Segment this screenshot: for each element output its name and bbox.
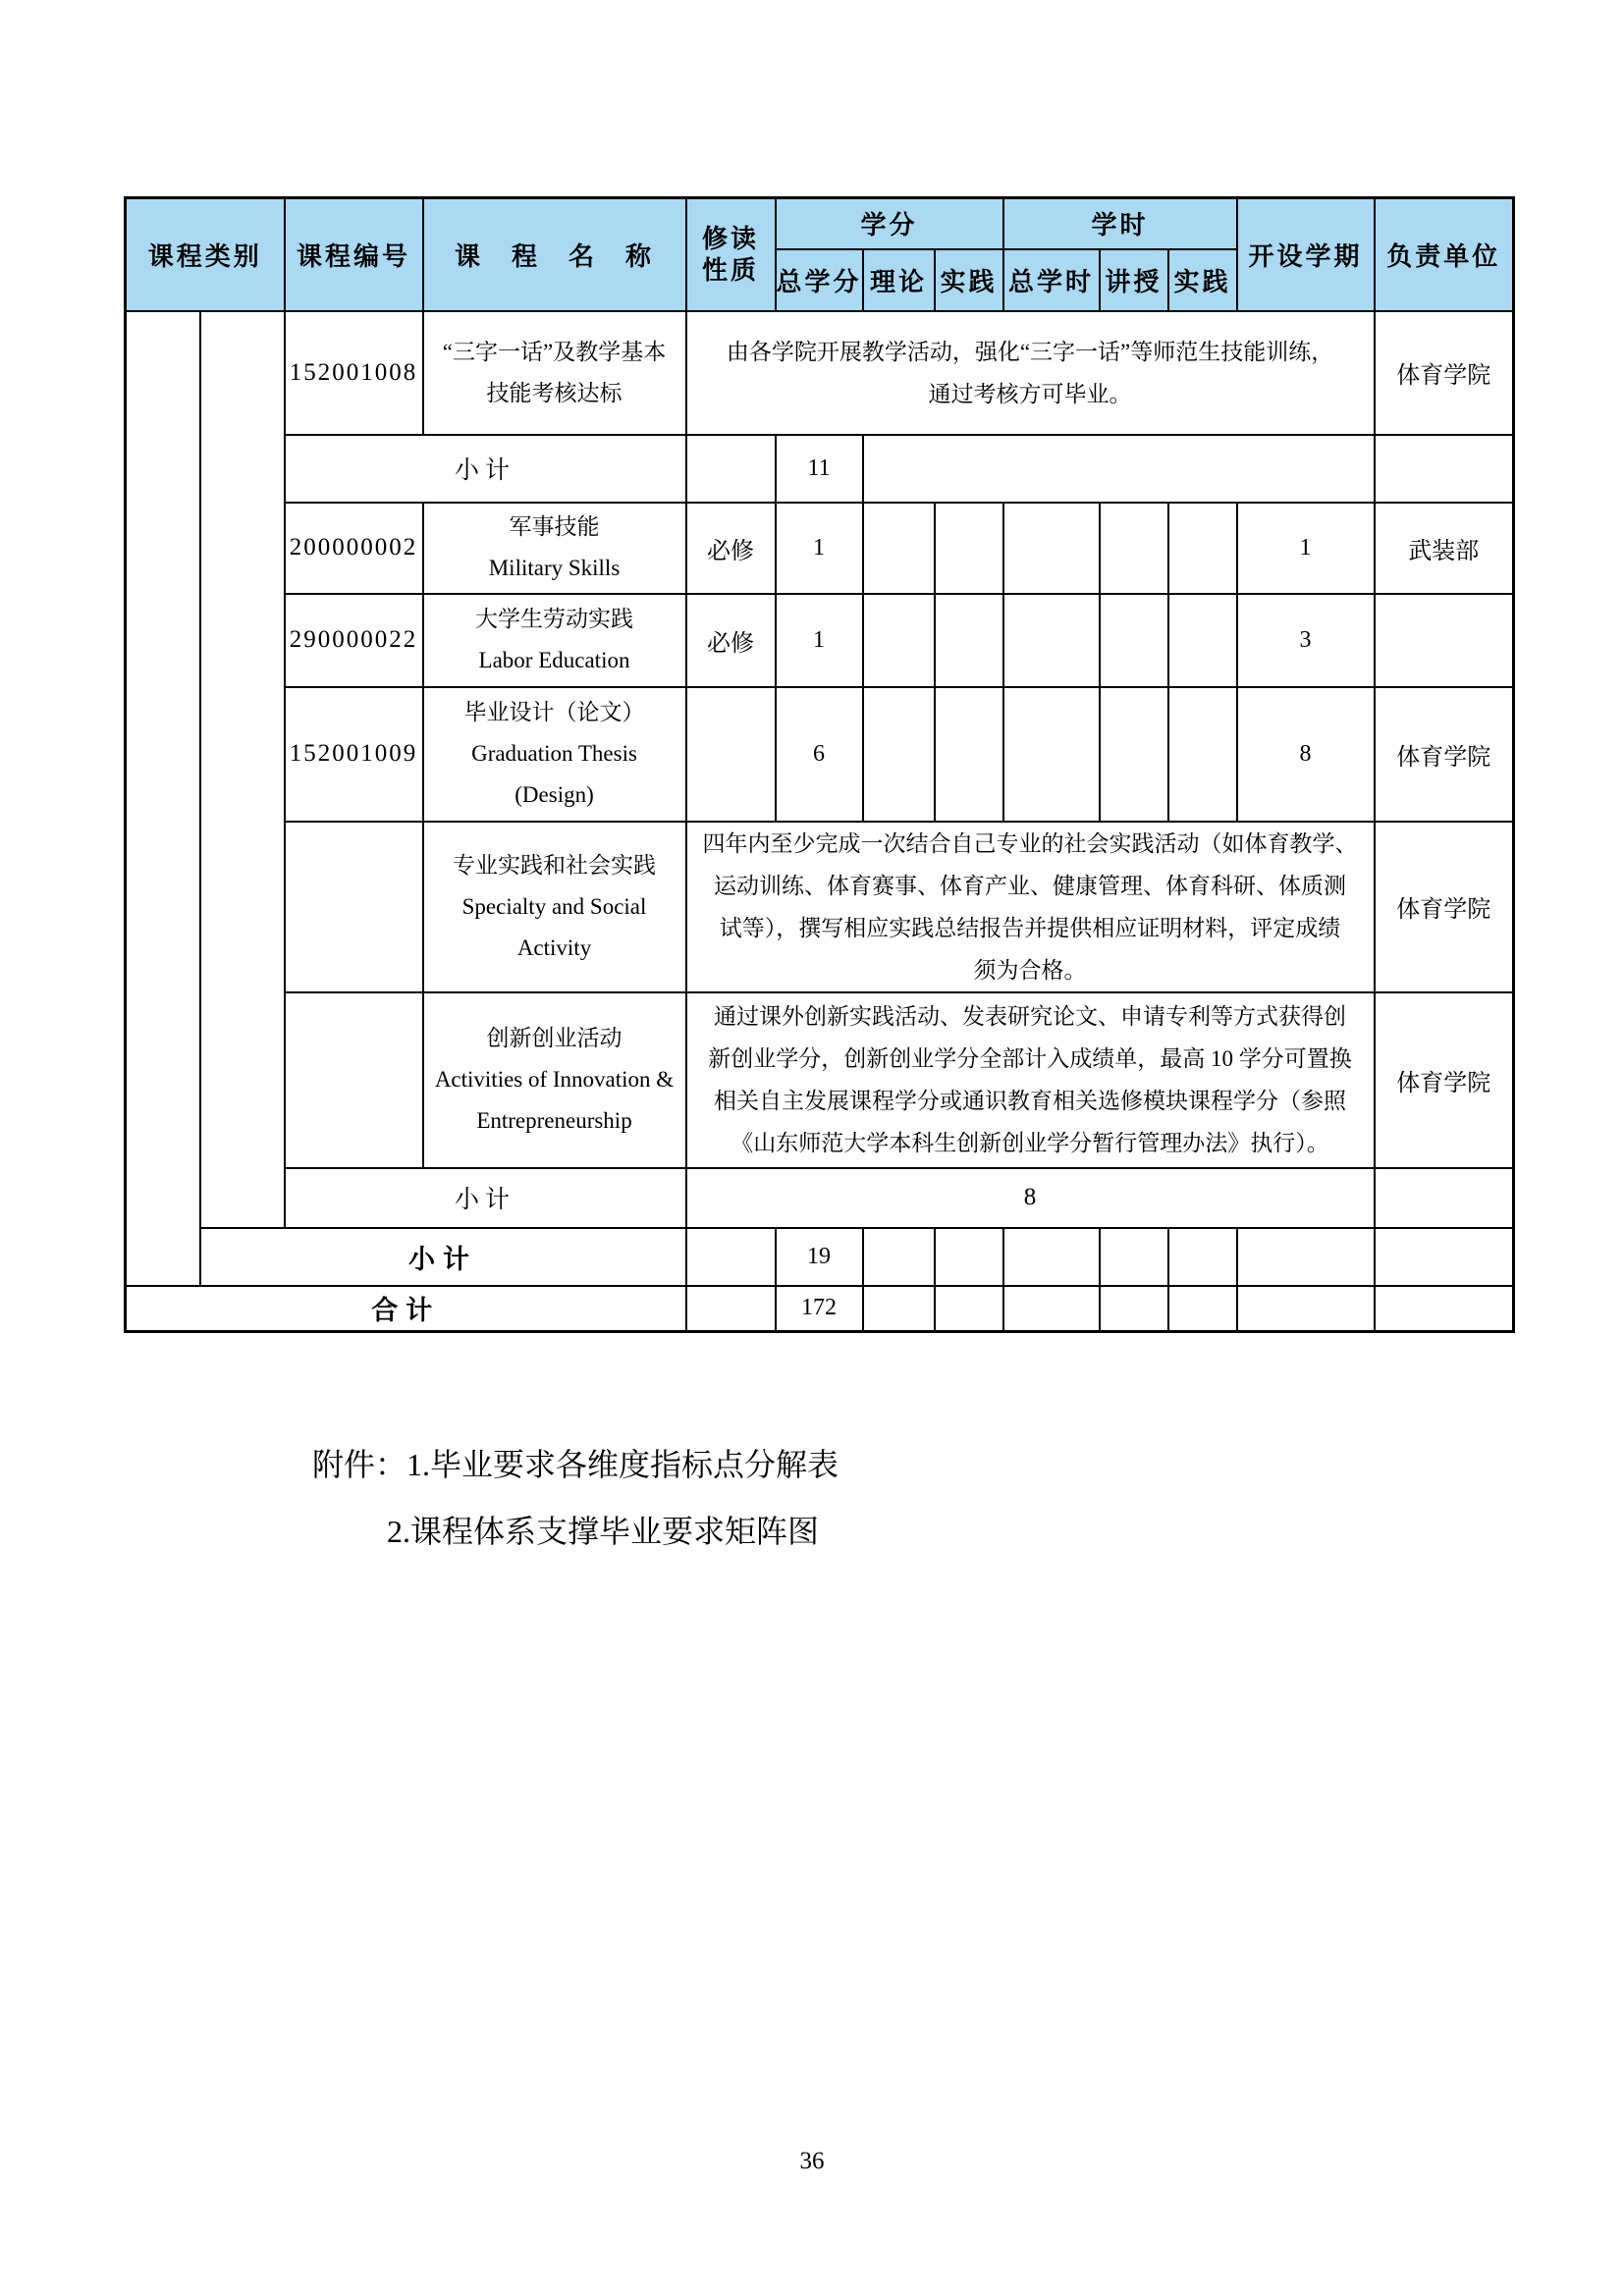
header-unit: 负责单位 (1375, 198, 1514, 311)
total-credits-cell: 1 (776, 503, 863, 594)
header-total-hours: 总学时 (1003, 249, 1100, 311)
header-practice-hours: 实践 (1168, 249, 1237, 311)
unit-cell (1375, 594, 1514, 687)
theory-cell (863, 1228, 935, 1286)
header-study-nature (686, 198, 776, 311)
table-row (126, 594, 1514, 687)
description-line: 由各学院开展教学活动，强化“三字一话”等师范生技能训练， (726, 339, 1334, 364)
subtotal-label-cell: 小计 (285, 1168, 686, 1228)
semester-cell (1237, 1286, 1375, 1332)
table-row (126, 503, 1514, 594)
practice-hours-cell (1168, 1286, 1237, 1332)
lecture-cell (1100, 687, 1168, 822)
grand-total-label-cell: 合计 (126, 1286, 686, 1332)
description-line: 四年内至少完成一次结合自己专业的社会实践活动（如体育教学、 (702, 830, 1358, 856)
course-code-cell: 152001008 (285, 311, 423, 435)
course-name-cell (423, 503, 686, 594)
total-credits-cell: 19 (776, 1228, 863, 1286)
total-hours-cell (1003, 1228, 1100, 1286)
practice-hours-cell (1168, 687, 1237, 822)
course-name-line: Graduation Thesis (471, 741, 637, 766)
header-course-name: 课 程 名 称 (423, 198, 686, 311)
course-name-line: 大学生劳动实践 (475, 607, 634, 631)
unit-cell (1375, 1168, 1514, 1228)
nature-cell (686, 1286, 776, 1332)
practice-credits-cell (935, 1228, 1003, 1286)
lecture-cell (1100, 594, 1168, 687)
course-name-line: Labor Education (478, 648, 630, 672)
course-name-cell (423, 594, 686, 687)
subtotal-row (126, 435, 1514, 503)
course-description-cell (686, 311, 1375, 435)
course-name-line: 军事技能 (509, 514, 600, 539)
lecture-cell (1100, 1228, 1168, 1286)
attachments-note (312, 1431, 839, 1565)
table-row (126, 311, 1514, 435)
unit-cell: 体育学院 (1375, 687, 1514, 822)
practice-credits-cell (935, 1286, 1003, 1332)
table-row (126, 687, 1514, 822)
practice-credits-cell (935, 594, 1003, 687)
page-number: 36 (799, 2148, 825, 2174)
subtotal-label-cell: 小计 (285, 435, 686, 503)
subtotal-value-cell: 8 (686, 1168, 1375, 1228)
course-name-line: 技能考核达标 (486, 380, 623, 405)
theory-cell (863, 503, 935, 594)
total-credits-cell: 6 (776, 687, 863, 822)
attachment-line-1: 附件：1.毕业要求各维度指标点分解表 (312, 1447, 839, 1482)
description-line: 新创业学分，创新创业学分全部计入成绩单，最高 10 学分可置换 (708, 1046, 1352, 1071)
category-inner-cell (200, 311, 285, 1228)
description-line: 须为合格。 (973, 957, 1087, 983)
theory-cell (863, 687, 935, 822)
unit-cell (1375, 1228, 1514, 1286)
header-study-nature-line2: 性质 (702, 255, 760, 286)
semester-cell (1237, 1228, 1375, 1286)
unit-cell: 体育学院 (1375, 822, 1514, 992)
course-name-line: Entrepreneurship (476, 1108, 632, 1133)
nature-cell (686, 1228, 776, 1286)
subtotal-row (126, 1228, 1514, 1286)
header-credits-group: 学分 (776, 198, 1003, 249)
course-name-line: 专业实践和社会实践 (453, 852, 657, 878)
practice-credits-cell (935, 503, 1003, 594)
course-code-cell (285, 822, 423, 992)
course-name-line: 毕业设计（论文） (463, 700, 645, 724)
header-total-credits: 总学分 (776, 249, 863, 311)
course-name-cell (423, 687, 686, 822)
course-name-line: (Design) (514, 782, 594, 807)
header-hours-group: 学时 (1003, 198, 1237, 249)
course-name-line: Military Skills (488, 556, 621, 580)
description-line: 通过课外创新实践活动、发表研究论文、申请专利等方式获得创 (714, 1004, 1347, 1029)
course-name-line: 创新创业活动 (486, 1026, 623, 1050)
course-code-cell (285, 992, 423, 1168)
total-credits-cell: 172 (776, 1286, 863, 1332)
course-name-cell (423, 311, 686, 435)
unit-cell: 体育学院 (1375, 311, 1514, 435)
course-name-cell (423, 822, 686, 992)
course-name-line: Activities of Innovation & (434, 1067, 675, 1092)
total-hours-cell (1003, 594, 1100, 687)
description-line: 相关自主发展课程学分或通识教育相关选修模块课程学分（参照 (714, 1089, 1347, 1113)
lecture-cell (1100, 503, 1168, 594)
nature-cell: 必修 (686, 503, 776, 594)
unit-cell (1375, 435, 1514, 503)
unit-cell: 体育学院 (1375, 992, 1514, 1168)
table-row (126, 992, 1514, 1168)
attachment-line-2: 2.课程体系支撑毕业要求矩阵图 (387, 1514, 820, 1549)
merged-empty-cell (863, 435, 1375, 503)
unit-cell (1375, 1286, 1514, 1332)
nature-cell: 必修 (686, 594, 776, 687)
grand-total-row (126, 1286, 1514, 1332)
description-line: 通过考核方可毕业。 (928, 381, 1132, 406)
unit-cell: 武装部 (1375, 503, 1514, 594)
course-code-cell: 290000022 (285, 594, 423, 687)
semester-cell: 8 (1237, 687, 1375, 822)
practice-credits-cell (935, 687, 1003, 822)
nature-cell (686, 687, 776, 822)
description-line: 《山东师范大学本科生创新创业学分暂行管理办法》执行）。 (731, 1131, 1329, 1155)
total-credits-cell: 1 (776, 594, 863, 687)
semester-cell: 1 (1237, 503, 1375, 594)
subtotal-row (126, 1168, 1514, 1228)
header-course-category: 课程类别 (126, 198, 285, 311)
course-name-cell (423, 992, 686, 1168)
total-credits-cell: 11 (776, 435, 863, 503)
lecture-cell (1100, 1286, 1168, 1332)
total-hours-cell (1003, 687, 1100, 822)
practice-hours-cell (1168, 503, 1237, 594)
theory-cell (863, 1286, 935, 1332)
total-hours-cell (1003, 1286, 1100, 1332)
practice-hours-cell (1168, 1228, 1237, 1286)
course-description-cell (686, 992, 1375, 1168)
course-name-line: Specialty and Social (461, 893, 647, 919)
header-study-nature-line1: 修读 (702, 224, 760, 254)
course-code-cell: 152001009 (285, 687, 423, 822)
curriculum-table (124, 196, 1515, 1333)
header-lecture: 讲授 (1100, 249, 1168, 311)
description-line: 运动训练、体育赛事、体育产业、健康管理、体育科研、体质测 (714, 873, 1347, 898)
category-outer-cell (126, 311, 200, 1286)
total-hours-cell (1003, 503, 1100, 594)
course-code-cell: 200000002 (285, 503, 423, 594)
header-theory: 理论 (863, 249, 935, 311)
semester-cell: 3 (1237, 594, 1375, 687)
table-header-row-1 (126, 198, 1514, 249)
nature-cell (686, 435, 776, 503)
header-course-code: 课程编号 (285, 198, 423, 311)
theory-cell (863, 594, 935, 687)
table-row (126, 822, 1514, 992)
header-semester: 开设学期 (1237, 198, 1375, 311)
header-practice-credits: 实践 (935, 249, 1003, 311)
course-name-line: Activity (516, 934, 592, 960)
course-name-line: “三字一话”及教学基本 (442, 339, 667, 364)
practice-hours-cell (1168, 594, 1237, 687)
subtotal-label-cell: 小计 (200, 1228, 686, 1286)
course-description-cell (686, 822, 1375, 992)
description-line: 试等），撰写相应实践总结报告并提供相应证明材料，评定成绩 (719, 915, 1341, 940)
